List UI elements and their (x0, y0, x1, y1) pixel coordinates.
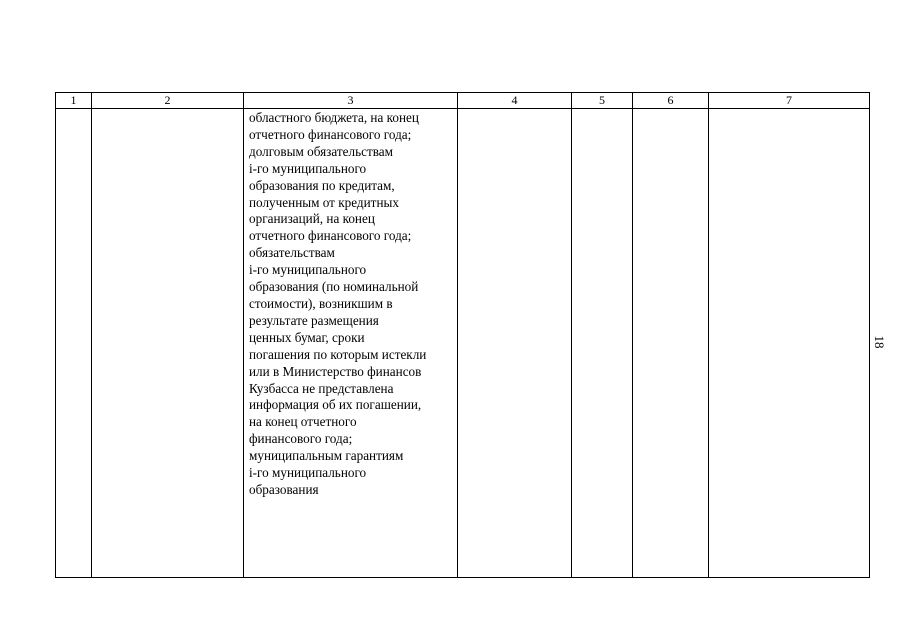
text-line: погашения по которым истекли (249, 346, 427, 362)
column-header-4: 4 (458, 93, 572, 109)
text-line: или в Министерство финансов (249, 363, 422, 379)
cell-column-3 (244, 109, 458, 578)
column-header-2: 2 (92, 93, 244, 109)
cell-column-5 (572, 109, 633, 578)
text-line: ценных бумаг, сроки (249, 329, 365, 345)
table-header-row (56, 93, 870, 109)
text-line: информация об их погашении, (249, 397, 422, 413)
column-header-6: 6 (633, 93, 709, 109)
column-header-5: 5 (572, 93, 633, 109)
text-line: финансового года; (249, 431, 353, 447)
text-line: образования (249, 481, 319, 497)
text-line: обязательствам (249, 245, 335, 261)
text-line: i-го муниципального (249, 160, 367, 176)
text-line: на конец отчетного (249, 414, 357, 430)
document-table (55, 92, 870, 578)
text-line: i-го муниципального (249, 262, 367, 278)
text-line: отчетного финансового года; (249, 126, 412, 142)
text-line: результате размещения (249, 312, 379, 328)
column-3-text (244, 109, 457, 499)
text-line: Кузбасса не представлена (249, 380, 394, 396)
cell-column-6 (633, 109, 709, 578)
cell-column-4 (458, 109, 572, 578)
cell-column-7 (709, 109, 870, 578)
cell-column-1 (56, 109, 92, 578)
text-line: стоимости), возникшим в (249, 295, 393, 311)
cell-column-2 (92, 109, 244, 578)
page-number: 18 (872, 335, 887, 349)
text-line: i-го муниципального (249, 465, 367, 481)
text-line: отчетного финансового года; (249, 228, 412, 244)
text-line: образования (по номинальной (249, 279, 419, 295)
column-header-7: 7 (709, 93, 870, 109)
table-row (56, 109, 870, 578)
column-header-1: 1 (56, 93, 92, 109)
text-line: полученным от кредитных (249, 194, 399, 210)
column-header-3: 3 (244, 93, 458, 109)
text-line: образования по кредитам, (249, 177, 395, 193)
text-line: долговым обязательствам (249, 143, 393, 159)
text-line: муниципальным гарантиям (249, 448, 404, 464)
text-line: организаций, на конец (249, 211, 375, 227)
text-line: областного бюджета, на конец (249, 110, 419, 125)
